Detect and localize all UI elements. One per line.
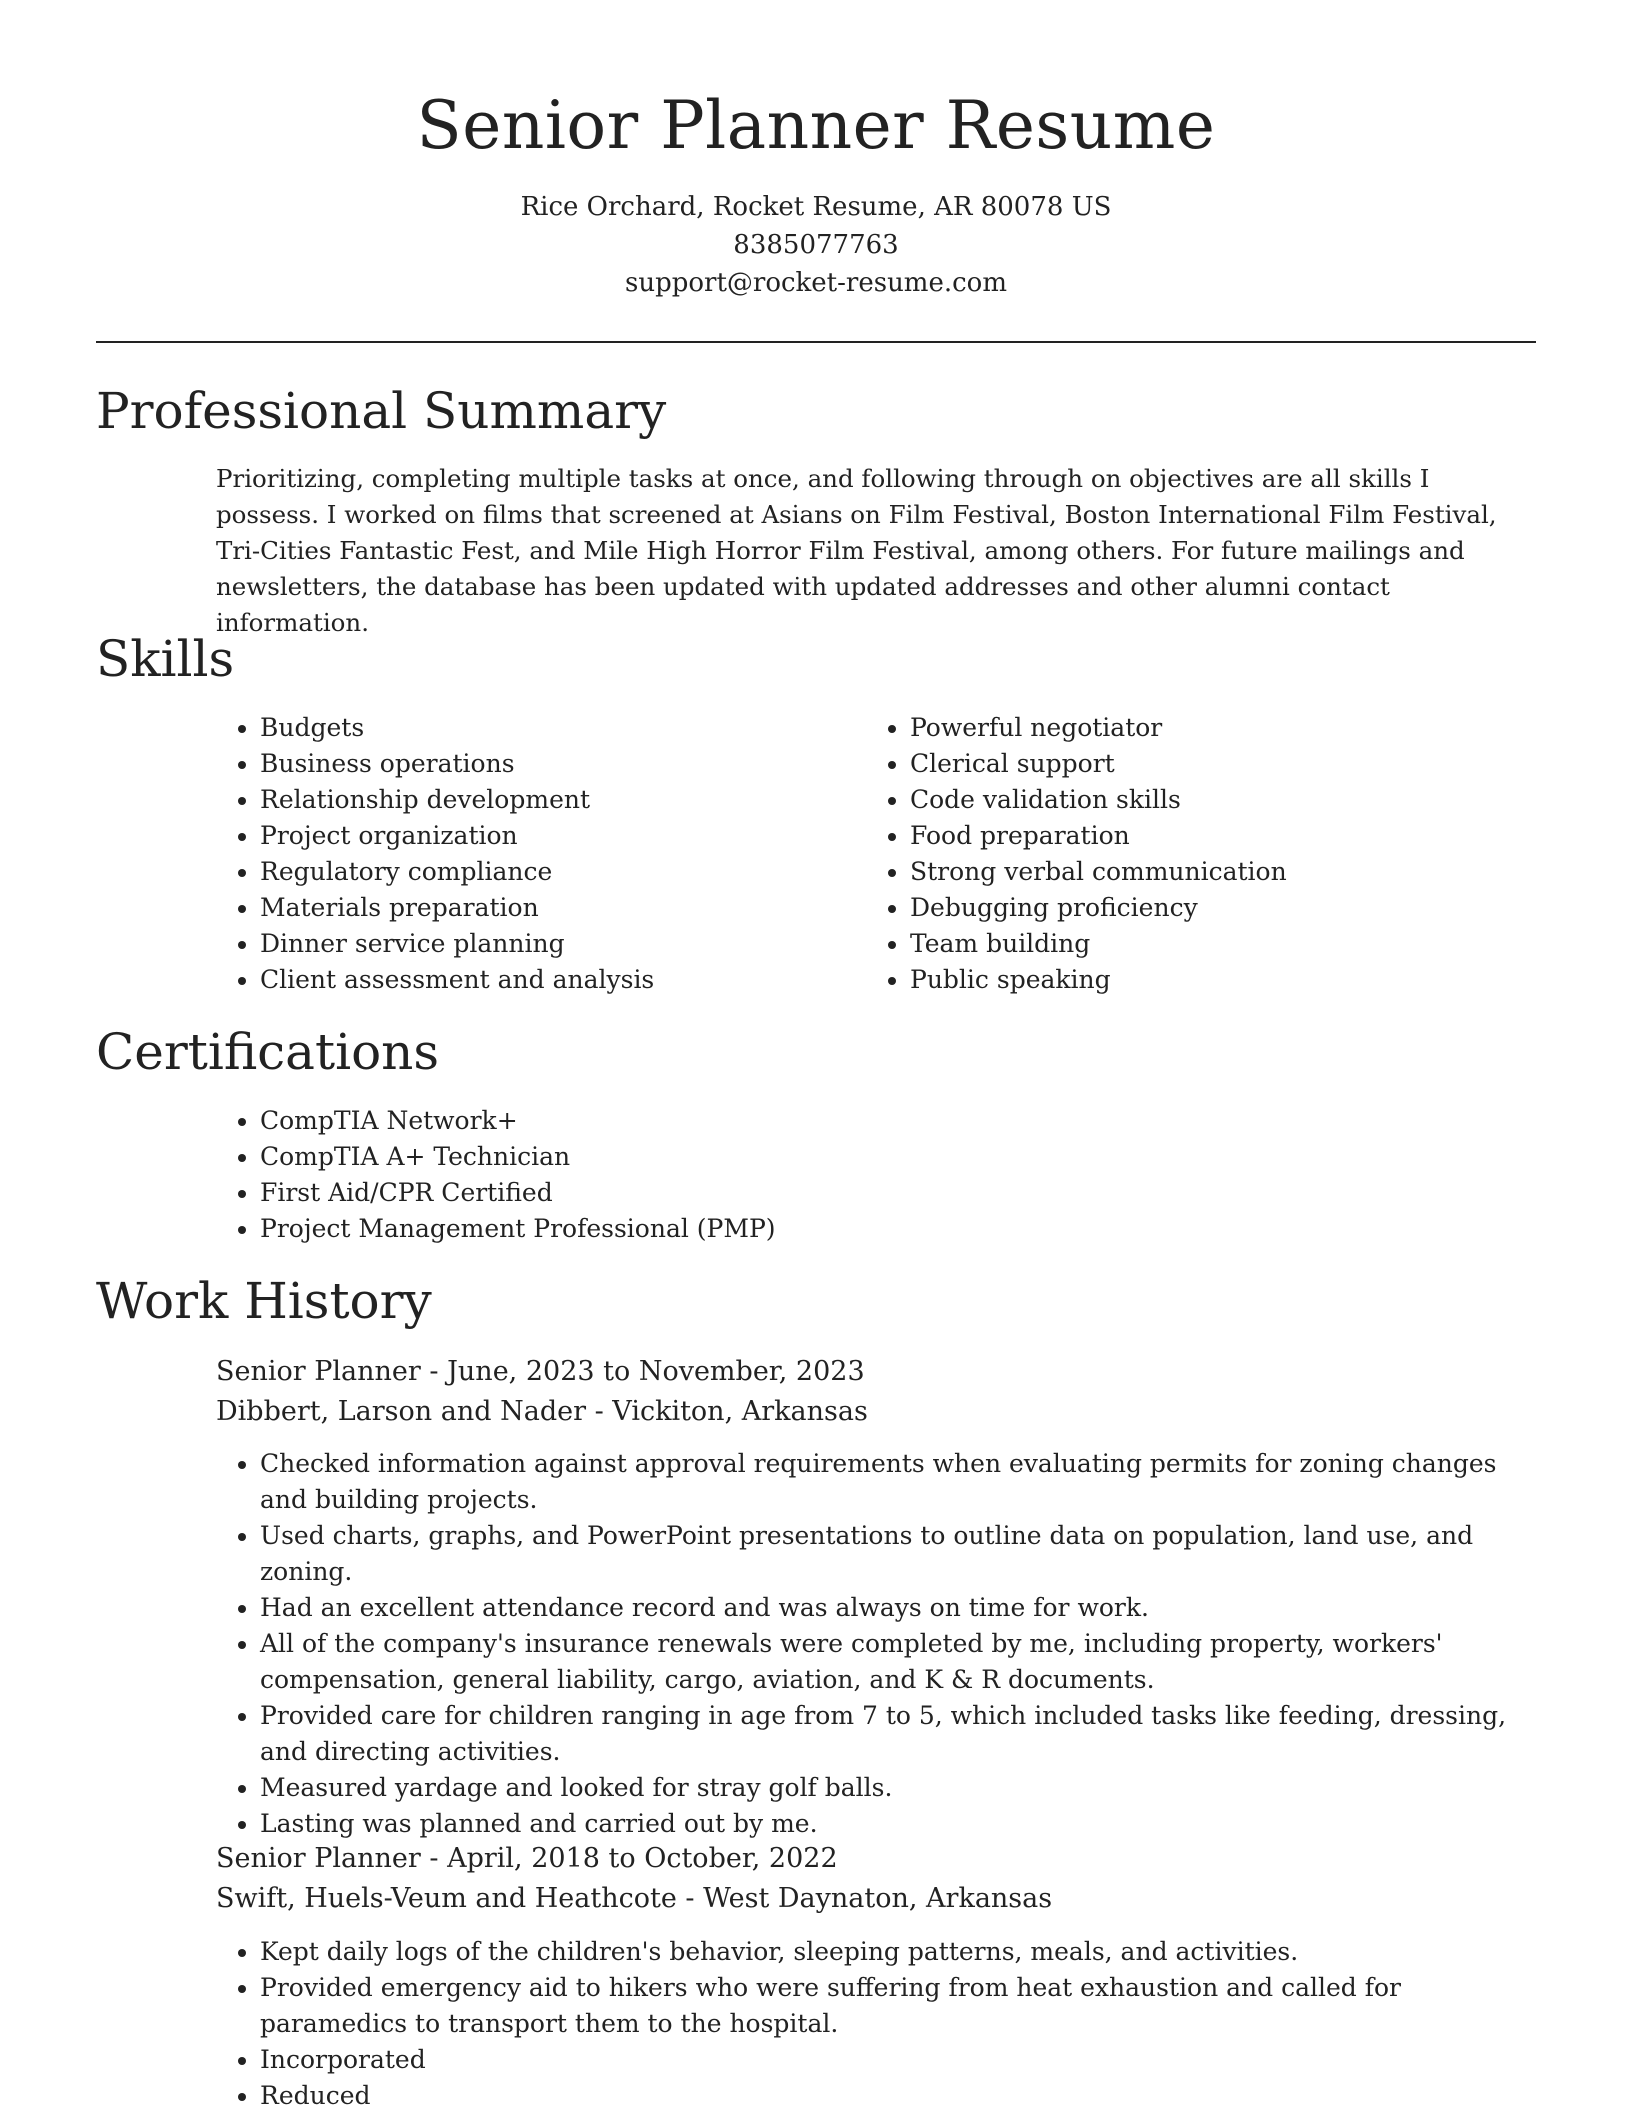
job-bullet: • Incorporated: [260, 2042, 1526, 2078]
skill-item: • Clerical support: [910, 746, 1287, 782]
job-bullet: • Provided emergency aid to hikers who were suffering from heat exhaustion and called for paramedics to transport them to the hospital.: [260, 1970, 1526, 2042]
certification-item: • Project Management Professional (PMP): [260, 1211, 776, 1247]
certifications-list: [216, 1103, 776, 1247]
job-bullet: • Had an excellent attendance record and was always on time for work.: [260, 1590, 1526, 1626]
skill-item: • Public speaking: [910, 962, 1287, 998]
skill-item: • Regulatory compliance: [260, 854, 654, 890]
skill-item: • Materials preparation: [260, 890, 654, 926]
job-bullets: [216, 1934, 1526, 2114]
skills-right-column: [866, 710, 1287, 998]
skills-heading: Skills: [96, 630, 235, 688]
job-bullet: • Lasting was planned and carried out by me.: [260, 1806, 1526, 1842]
job-bullet: • Provided care for children ranging in age from 7 to 5, which included tasks like feeding, dressing, and directing activities.: [260, 1698, 1526, 1770]
resume-header: [0, 0, 1632, 302]
certification-item: • CompTIA A+ Technician: [260, 1139, 776, 1175]
skills-left-column: [216, 710, 654, 998]
job-bullet: • Measured yardage and looked for stray golf balls.: [260, 1770, 1526, 1806]
certifications-block: [216, 1103, 776, 1247]
certifications-heading: Certifications: [96, 1023, 440, 1081]
job-bullet: • Kept daily logs of the children's behavior, sleeping patterns, meals, and activities.: [260, 1934, 1526, 1970]
summary-heading: Professional Summary: [96, 382, 667, 440]
certification-item: • First Aid/CPR Certified: [260, 1175, 776, 1211]
skill-item: • Business operations: [260, 746, 654, 782]
skill-item: • Dinner service planning: [260, 926, 654, 962]
address: Rice Orchard, Rocket Resume, AR 80078 US: [520, 192, 1112, 222]
job-title-line: Senior Planner - April, 2018 to October, 2022: [216, 1843, 838, 1874]
skill-item: • Strong verbal communication: [910, 854, 1287, 890]
job-company-line: Swift, Huels-Veum and Heathcote - West Daynaton, Arkansas: [216, 1883, 1053, 1914]
skill-item: • Project organization: [260, 818, 654, 854]
job-bullet: • Reduced: [260, 2078, 1526, 2114]
work-history-heading: Work History: [96, 1272, 432, 1330]
summary-text: Prioritizing, completing multiple tasks at once, and following through on objectives are all skills I possess. I worked on films that screened at Asians on Film Festival, Boston International Film Festival, Tri-Cities Fantastic Fest, and Mile High Horror Film Festival, among others. For future mailings and newsletters, the database has been updated with updated addresses and other alumni contact information.: [216, 464, 1497, 637]
job-company-line: Dibbert, Larson and Nader - Vickiton, Arkansas: [216, 1396, 868, 1427]
job-bullet: • Checked information against approval requirements when evaluating permits for zoning changes and building projects.: [260, 1446, 1526, 1518]
job-bullet-list: [216, 1446, 1526, 1842]
page-title: Senior Planner Resume: [416, 87, 1216, 164]
skills-list-left: [216, 710, 654, 998]
email: support@rocket-resume.com: [624, 268, 1007, 298]
phone: 8385077763: [733, 230, 899, 260]
skills-list-right: [866, 710, 1287, 998]
job-bullets: [216, 1446, 1526, 1842]
skill-item: • Code validation skills: [910, 782, 1287, 818]
skill-item: • Debugging proficiency: [910, 890, 1287, 926]
skill-item: • Powerful negotiator: [910, 710, 1287, 746]
skill-item: • Team building: [910, 926, 1287, 962]
certification-item: • CompTIA Network+: [260, 1103, 776, 1139]
skill-item: • Relationship development: [260, 782, 654, 818]
contact-info: [0, 188, 1632, 302]
skill-item: • Client assessment and analysis: [260, 962, 654, 998]
skill-item: • Food preparation: [910, 818, 1287, 854]
job-bullet-list: [216, 1934, 1526, 2114]
header-divider: [96, 341, 1536, 343]
job-title-line: Senior Planner - June, 2023 to November, 2023: [216, 1356, 865, 1387]
skill-item: • Budgets: [260, 710, 654, 746]
job-bullet: • Used charts, graphs, and PowerPoint presentations to outline data on population, land use, and zoning.: [260, 1518, 1526, 1590]
job-bullet: • All of the company's insurance renewals were completed by me, including property, workers' compensation, general liability, cargo, aviation, and K & R documents.: [260, 1626, 1526, 1698]
